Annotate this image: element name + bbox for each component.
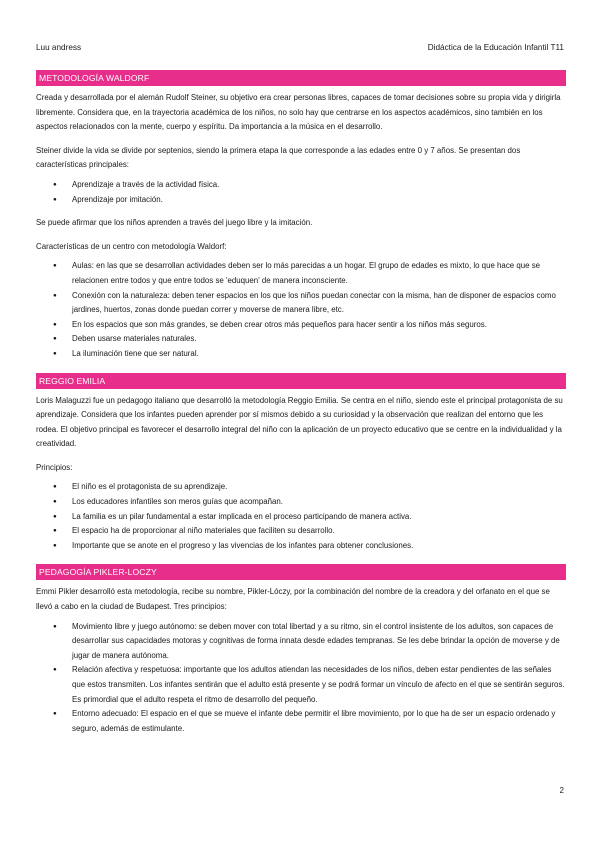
list-item: ● El espacio ha de proporcionar al niño materiales que faciliten su desarrollo. [36,524,566,539]
header-author: Luu andress [36,43,82,52]
paragraph: Loris Malaguzzi fue un pedagogo italiano que desarrolló la metodología Reggio Emilia. Se centra en el niño, siendo este el principal protagonista de su aprendizaje. Considera que los infantes pueden aprender por sí mismos debido a su curiosidad y la observación que realizan del entorno que les rodea. El objetivo principal es favorecer el desarrollo integral del niño con la aplicación de un proyecto educativo que se centre en la individualidad y la creatividad. [36,395,563,449]
list-item: ● Entorno adecuado: El espacio en el que se mueve el infante debe permitir el libre movimiento, por lo que ha de ser un espacio ordenado y seguro, además de estimulante. [36,707,566,736]
bullet-list [36,480,566,553]
paragraph: Características de un centro con metodología Waldorf: [36,241,227,251]
list-item: ● Conexión con la naturaleza: deben tener espacios en los que los niños puedan conectar con la misma, han de disponer de espacios como jardines, huertos, zonas donde puedan correr y moverse de manera libre, etc. [36,289,566,318]
list-item: ● La familia es un pilar fundamental a estar implicada en el proceso participando de manera activa. [36,510,566,525]
list-item: ● Movimiento libre y juego autónomo: se deben mover con total libertad y a su ritmo, sin el control insistente de los adultos, son capaces de desarrollar sus capacidades motoras y cognitivas de forma innata desde edades tempranas. Se les debe brindar la opción de moverse y de jugar de manera autónoma. [36,620,566,664]
bullet-list [36,178,566,207]
paragraph: Principios: [36,462,73,472]
list-item: ● Aprendizaje por imitación. [36,193,566,208]
list-item: ● Aprendizaje a través de la actividad física. [36,178,566,193]
bullet-list [36,259,566,361]
bullet-list [36,620,566,737]
list-item: ● Relación afectiva y respetuosa: importante que los adultos atiendan las necesidades de los niños, deben estar pendientes de las señales que estos transmiten. Los infantes sentirán que el adulto está presente y se podrá formar un vínculo de afecto en el que se sentirán seguros. Es primordial que el adulto respeta el ritmo de desarrollo del pequeño. [36,663,566,707]
paragraph: Se puede afirmar que los niños aprenden a través del juego libre y la imitación. [36,218,313,228]
list-item: ● Deben usarse materiales naturales. [36,332,566,347]
list-item: ● En los espacios que son más grandes, se deben crear otros más pequeños para hacer sentir a los niños más seguros. [36,318,566,333]
section-heading-reggio: REGGIO EMILIA [36,373,566,389]
paragraph: Creada y desarrollada por el alemán Rudolf Steiner, su objetivo era crear personas libres, capaces de tomar decisiones sobre su propia vida y dirigirla libremente. Considera que, en la trayectoria académica de los niños, no solo hay que centrarse en los aspectos académicos, sino también en los aspectos relacionados con la mente, cuerpo y espíritu. Da importancia a la música en el desarrollo. [36,93,561,132]
list-item: ● Los educadores infantiles son meros guías que acompañan. [36,495,566,510]
list-item: ● El niño es el protagonista de su aprendizaje. [36,480,566,495]
page-content [36,70,566,736]
paragraph: Steiner divide la vida se divide por septenios, siendo la primera etapa la que corresponde a las edades entre 0 y 7 años. Se presentan dos características principales: [36,145,521,170]
list-item: ● La iluminación tiene que ser natural. [36,347,566,362]
paragraph: Emmi Pikler desarrolló esta metodología, recibe su nombre, Pikler-Lóczy, por la combinación del nombre de la creadora y del orfanato en el que se llevó a cabo en la ciudad de Budapest. Tres principios: [36,587,550,612]
section-heading-pikler: PEDAGOGÍA PIKLER-LOCZY [36,564,566,580]
section-heading-waldorf: METODOLOGÍA WALDORF [36,70,566,86]
list-item: ● Aulas: en las que se desarrollan actividades deben ser lo más parecidas a un hogar. El grupo de edades es mixto, lo que hace que se relacionen entre todos y que entre todos se 'eduquen' de manera inconsciente. [36,259,566,288]
list-item: ● Importante que se anote en el progreso y las vivencias de los infantes para obtener conclusiones. [36,539,566,554]
page-number: 2 [559,786,564,795]
header-course: Didáctica de la Educación Infantil T11 [427,43,564,52]
